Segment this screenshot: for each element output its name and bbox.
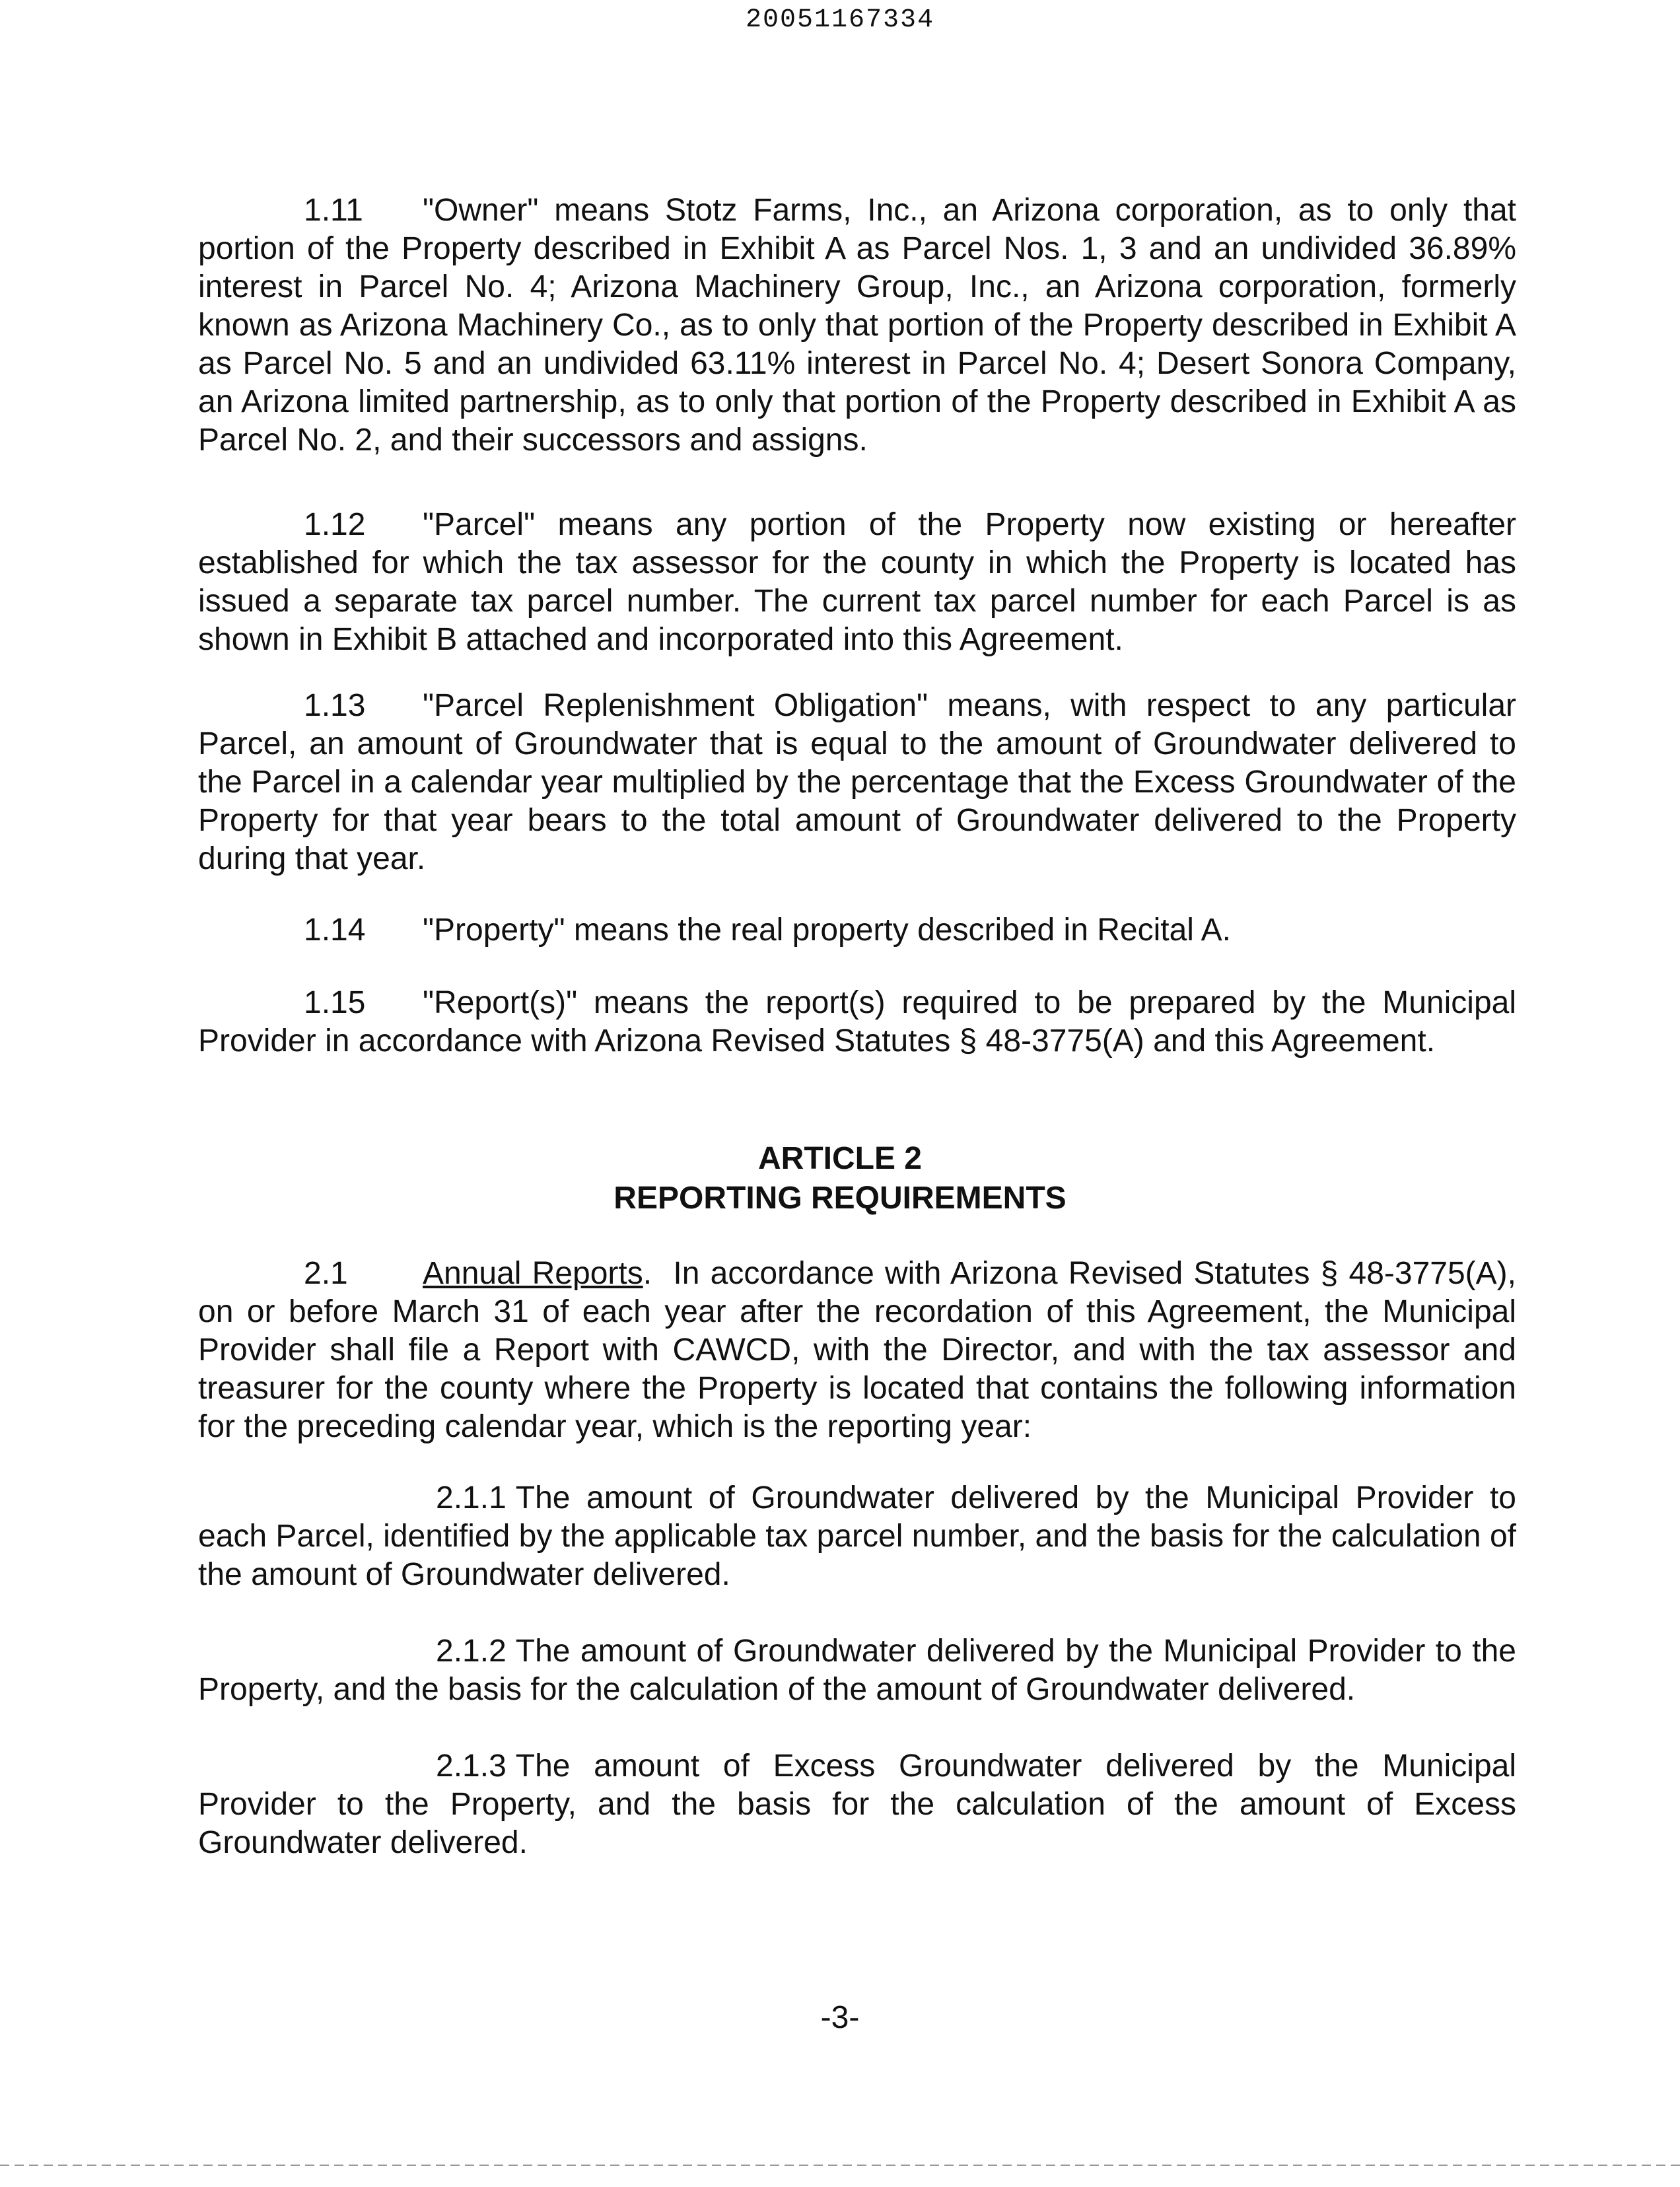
subsection-text: The amount of Excess Groundwater delivered by the Municipal Provider to the Property, and the basis for the calculation of the amount of Excess Groundwater delivered. (198, 1749, 1516, 1860)
article-title: ARTICLE 2 (757, 1141, 922, 1176)
section-2-1 (198, 1255, 1516, 1446)
definition-1-15 (198, 984, 1516, 1060)
subsection-2-1-1 (198, 1479, 1516, 1594)
subsection-2-1-3 (198, 1747, 1516, 1862)
definition-number: 1.13 (304, 688, 366, 723)
subsection-number: 2.1.3 (436, 1749, 507, 1784)
subsection-number: 2.1.1 (436, 1480, 507, 1515)
definition-number: 1.15 (304, 985, 366, 1020)
definition-text: "Owner" means Stotz Farms, Inc., an Arizona corporation, as to only that portion of the Property described in Exhibit A as Parcel Nos. 1, 3 and an undivided 36.89% interest in Parcel No. 4; Arizona Machinery Group, Inc., an Arizona corporation, formerly known as Arizona Machinery Co., as to only that portion of the Property described in Exhibit A as Parcel No. 5 and an undivided 63.11% interest in Parcel No. 4; Desert Sonora Company, an Arizona limited partnership, as to only that portion of the Property described in Exhibit A as Parcel No. 2, and their successors and assigns. (198, 193, 1516, 458)
subsection-text: The amount of Groundwater delivered by the Municipal Provider to each Parcel, identified by the applicable tax parcel number, and the basis for the calculation of the amount of Groundwater delivered. (198, 1480, 1516, 1592)
subsection-number: 2.1.2 (436, 1634, 507, 1669)
section-heading: Annual Reports (423, 1256, 643, 1291)
definition-1-14 (198, 911, 1516, 950)
page-number: -3- (820, 2000, 860, 2035)
definition-text: "Parcel" means any portion of the Property now existing or hereafter established for which the tax assessor for the county in which the Property is located has issued a separate tax parcel number. The current tax parcel number for each Parcel is as shown in Exhibit B attached and incorporated into this Agreement. (198, 507, 1516, 657)
section-text: In accordance with Arizona Revised Statutes § 48-3775(A), on or before March 31 of each year after the recordation of this Agreement, the Municipal Provider shall file a Report with CAWCD, with the Director, and with the tax assessor and treasurer for the county where the Property is located that contains the following information for the preceding calendar year, which is the reporting year: (198, 1256, 1517, 1444)
definition-number: 1.12 (304, 507, 366, 542)
definition-number: 1.14 (304, 913, 366, 948)
definition-1-12 (198, 506, 1516, 659)
subsection-text: The amount of Groundwater delivered by the Municipal Provider to the Property, and the basis for the calculation of the amount of Groundwater delivered. (198, 1634, 1516, 1707)
subsection-2-1-2 (198, 1632, 1516, 1709)
definition-text: "Property" means the real property described in Recital A. (423, 913, 1231, 948)
definition-text: "Report(s)" means the report(s) required to be prepared by the Municipal Provider in accordance with Arizona Revised Statutes § 48-3775(A) and this Agreement. (198, 985, 1516, 1059)
definition-1-13 (198, 687, 1516, 878)
definition-text: "Parcel Replenishment Obligation" means, with respect to any particular Parcel, an amount of Groundwater that is equal to the amount of Groundwater delivered to the Parcel in a calendar year multiplied by the percentage that the Excess Groundwater of the Property for that year bears to the total amount of Groundwater delivered to the Property during that year. (198, 688, 1516, 876)
document-recording-number: 20051167334 (745, 5, 935, 35)
definition-number: 1.11 (304, 193, 363, 228)
scan-artifact-divider (0, 2165, 1680, 2166)
section-heading-period: . (643, 1256, 652, 1291)
definition-1-11 (198, 191, 1516, 460)
section-number: 2.1 (304, 1256, 348, 1291)
article-subtitle: REPORTING REQUIREMENTS (613, 1181, 1067, 1216)
